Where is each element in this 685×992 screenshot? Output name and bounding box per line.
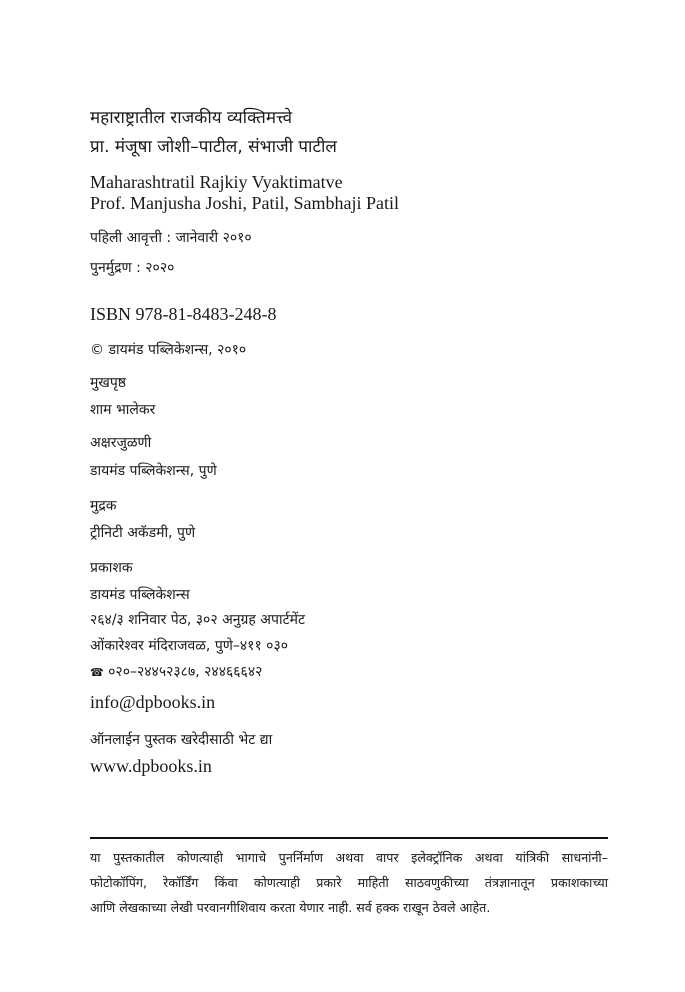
typesetting-label: अक्षरजुळणी xyxy=(90,435,152,451)
cover-label: मुखपृष्ठ xyxy=(90,375,127,391)
publisher-phone-line xyxy=(90,660,262,685)
isbn: ISBN 978-81-8483-248-8 xyxy=(90,304,277,324)
printer-label: मुद्रक xyxy=(90,498,117,514)
website-link[interactable]: www.dpbooks.in xyxy=(90,756,212,776)
copyright-notice xyxy=(90,845,608,920)
online-label: ऑनलाईन पुस्तक खरेदीसाठी भेट द्या xyxy=(90,732,273,748)
notice-line: आणि लेखकाच्या लेखी परवानगीशिवाय करता येणार नाही. सर्व हक्क राखून ठेवले आहेत. xyxy=(90,900,491,915)
typesetting-value: डायमंड पब्लिकेशन्स, पुणे xyxy=(90,463,217,479)
publisher-label: प्रकाशक xyxy=(90,560,133,576)
divider xyxy=(90,837,608,839)
publisher-address-1: २६४/३ शनिवार पेठ, ३०२ अनुग्रह अपार्टमेंट xyxy=(90,612,306,628)
reprint: पुनर्मुद्रण : २०२० xyxy=(90,260,175,276)
title-marathi: महाराष्ट्रातील राजकीय व्यक्तिमत्त्वे xyxy=(90,108,293,128)
publisher-name: डायमंड पब्लिकेशन्स xyxy=(90,587,190,603)
cover-artist: शाम भालेकर xyxy=(90,402,156,418)
telephone-icon: ☎ xyxy=(90,666,104,679)
printer-value: ट्रीनिटी अकॅडमी, पुणे xyxy=(90,525,196,541)
publisher-email[interactable]: info@dpbooks.in xyxy=(90,692,216,712)
copyright: © डायमंड पब्लिकेशन्स, २०१० xyxy=(90,342,247,358)
first-edition: पहिली आवृत्ती : जानेवारी २०१० xyxy=(90,230,252,246)
title-english: Maharashtratil Rajkiy Vyaktimatve xyxy=(90,172,343,192)
notice-line: फोटोकॉपिंग, रेकॉर्डिंग किंवा कोणत्याही प्रकारे माहिती साठवणुकीच्या तंत्रज्ञानातून प्रकाशकाच्या xyxy=(90,875,608,890)
publisher-address-2: ओंकारेश्वर मंदिराजवळ, पुणे–४११ ०३० xyxy=(90,638,289,654)
authors-english: Prof. Manjusha Joshi, Patil, Sambhaji Patil xyxy=(90,193,399,213)
authors-marathi: प्रा. मंजूषा जोशी–पाटील, संभाजी पाटील xyxy=(90,137,337,157)
publisher-phone: ०२०–२४४५२३८७, २४४६६६४२ xyxy=(108,664,263,680)
notice-line: या पुस्तकातील कोणत्याही भागाचे पुनर्निर्माण अथवा वापर इलेक्ट्रॉनिक अथवा यांत्रिकी साधनांनी– xyxy=(90,850,608,865)
